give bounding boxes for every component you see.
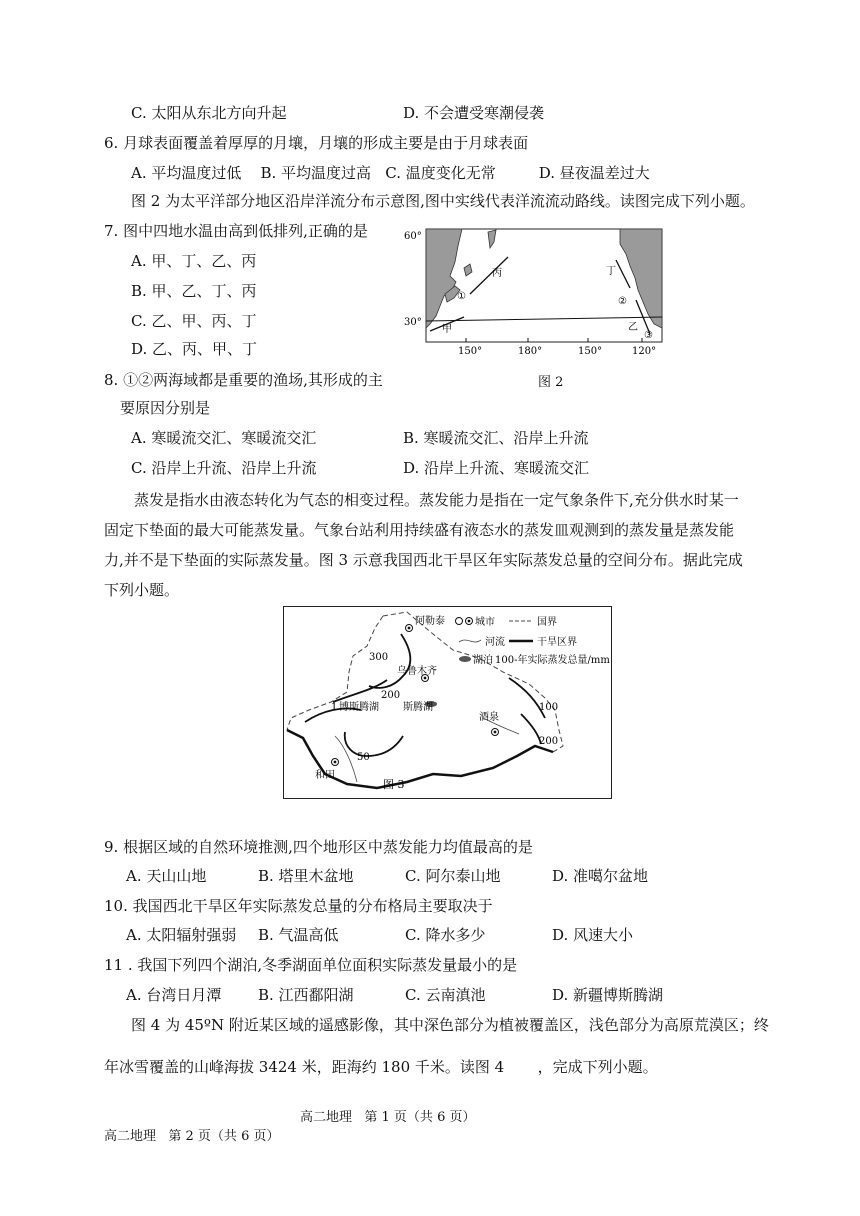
legend-river-label: 河流 <box>485 637 505 648</box>
fig3-caption: 图 3 <box>383 778 405 791</box>
label-altay: 阿勒泰 <box>415 616 445 627</box>
q10-option-b: B. 气温高低 <box>258 926 339 944</box>
isoline-label-200: 200 <box>381 690 401 701</box>
legend-isoline-label: 100-年实际蒸发总量/mm <box>495 655 610 666</box>
fig4-intro-line1: 图 4 为 45ºN 附近某区域的遥感影像，其中深色部分为植被覆盖区，浅色部分为高原荒漠区；终 <box>131 1016 769 1034</box>
lat-60-label: 60° <box>404 231 422 242</box>
q11-option-c: C. 云南滇池 <box>405 986 486 1004</box>
isoline-label-1: 1 <box>331 702 338 713</box>
legend-city-label: 城市 <box>475 617 495 628</box>
q11-option-a: A. 台湾日月潭 <box>126 986 222 1004</box>
legend-border-label: 国界 <box>537 617 557 628</box>
isoline-label-50: 50 <box>357 752 370 763</box>
q7-option-c: C. 乙、甲、丙、丁 <box>131 312 257 330</box>
q8-option-c: C. 沿岸上升流、沿岸上升流 <box>131 459 317 477</box>
lon-label: 120° <box>632 346 657 357</box>
lon-label: 150° <box>458 346 483 357</box>
evaporation-intro: 蒸发是指水由液态转化为气态的相变过程。蒸发能力是指在一定气象条件下,充分供水时某一固定下垫面的最大可能蒸发量。气象台站利用持续盛有液态水的蒸发皿观测到的蒸发量是蒸发能力,并不是下垫面的实际蒸发量。图 3 示意我国西北干旱区年实际蒸发总量的空间分布。据此完成下列小题。 <box>104 491 743 599</box>
q10-option-d: D. 风速大小 <box>552 926 634 944</box>
q10-stem: 10. 我国西北干旱区年实际蒸发总量的分布格局主要取决于 <box>104 897 493 915</box>
q8-stem-line1: 8. ①②两海域都是重要的渔场,其形成的主 <box>104 371 383 389</box>
q8-option-b: B. 寒暖流交汇、沿岸上升流 <box>403 429 589 447</box>
q9-option-c: C. 阿尔泰山地 <box>405 867 501 885</box>
label-jia: 甲 <box>442 324 452 335</box>
q7-option-d: D. 乙、丙、甲、丁 <box>131 340 258 358</box>
q9-option-a: A. 天山山地 <box>126 867 207 885</box>
fig2-caption: 图 2 <box>538 375 564 390</box>
q11-option-d: D. 新疆博斯腾湖 <box>552 986 664 1004</box>
q9-option-d: D. 准噶尔盆地 <box>552 867 649 885</box>
label-site-3: ③ <box>644 330 653 341</box>
label-bing: 丙 <box>492 268 502 279</box>
label-bosten-lake: 斯腾湖 <box>403 702 433 713</box>
isoline-label-100: 100 <box>539 702 559 713</box>
label-ding: 丁 <box>606 266 616 277</box>
isoline-label-300: 300 <box>369 652 389 663</box>
fig2-intro: 图 2 为太平洋部分地区沿岸洋流分布示意图,图中实线代表洋流流动路线。读图完成下列小题。 <box>131 192 755 210</box>
q6-stem: 6. 月球表面覆盖着厚厚的月壤，月壤的形成主要是由于月球表面 <box>104 134 529 152</box>
isoline-label-200-east: 200 <box>539 736 559 747</box>
q10-option-a: A. 太阳辐射强弱 <box>126 926 237 944</box>
q7-option-b: B. 甲、乙、丁、丙 <box>131 282 257 300</box>
figure-3-map <box>283 606 613 800</box>
q5-option-c: C. 太阳从东北方向升起 <box>131 104 287 122</box>
label-bosten: 博斯腾湖 <box>339 702 379 713</box>
label-hotan: 和田 <box>315 770 335 781</box>
legend-arid-label: 干旱区界 <box>537 637 577 648</box>
footer-page-1: 高二地理 第 1 页（共 6 页） <box>300 1110 476 1125</box>
q7-stem: 7. 图中四地水温由高到低排列,正确的是 <box>104 222 368 240</box>
q11-stem: 11 . 我国下列四个湖泊,冬季湖面单位面积实际蒸发量最小的是 <box>104 956 518 974</box>
q9-stem: 9. 根据区域的自然环境推测,四个地形区中蒸发能力均值最高的是 <box>104 838 533 856</box>
legend-city-icon <box>456 618 463 625</box>
label-jiuquan: 酒泉 <box>479 712 499 723</box>
label-site-1: ① <box>457 291 466 302</box>
q6-options: A. 平均温度过低 B. 平均温度过高 C. 温度变化无常 D. 昼夜温差过大 <box>131 164 650 182</box>
lat-30-label: 30° <box>404 317 422 328</box>
label-urumqi: 乌鲁木齐 <box>397 666 437 677</box>
label-site-2: ② <box>618 296 627 307</box>
q5-option-d: D. 不会遭受寒潮侵袭 <box>403 104 545 122</box>
q7-option-a: A. 甲、丁、乙、丙 <box>131 252 257 270</box>
legend-lake-icon <box>459 656 471 662</box>
figure-2-map <box>400 224 670 359</box>
fig4-intro-line2: 年冰雪覆盖的山峰海拔 3424 米，距海约 180 千米。读图 4 ，完成下列小题。 <box>104 1058 658 1076</box>
lon-label: 150° <box>578 346 603 357</box>
label-yi: 乙 <box>628 322 638 333</box>
lon-label: 180° <box>518 346 543 357</box>
q8-stem-line2: 要原因分别是 <box>120 399 211 417</box>
q8-option-a: A. 寒暖流交汇、寒暖流交汇 <box>131 429 317 447</box>
q10-option-c: C. 降水多少 <box>405 926 486 944</box>
q9-option-b: B. 塔里木盆地 <box>258 867 354 885</box>
q8-option-d: D. 沿岸上升流、寒暖流交汇 <box>403 459 590 477</box>
q11-option-b: B. 江西鄱阳湖 <box>258 986 354 1004</box>
footer-page-2: 高二地理 第 2 页（共 6 页） <box>104 1129 280 1144</box>
legend-lake-label: 湖泊 <box>473 655 493 666</box>
